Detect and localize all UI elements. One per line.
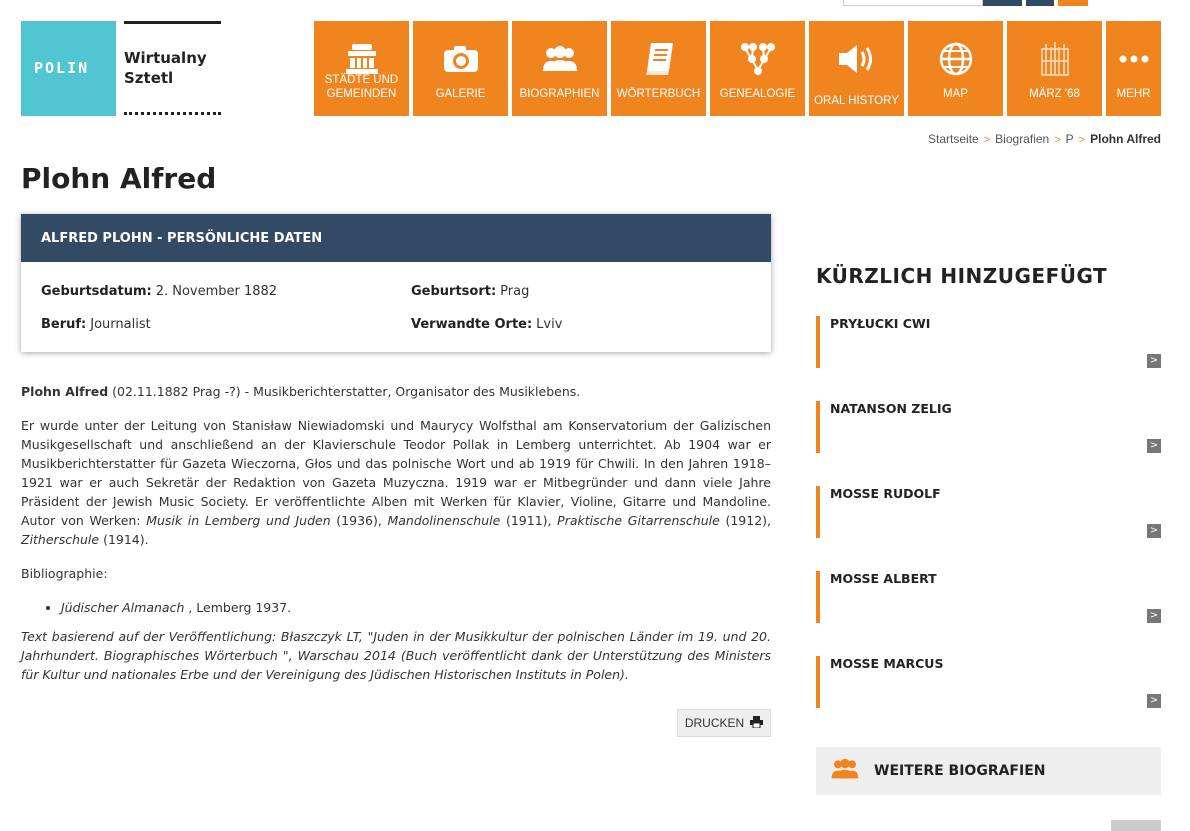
recent-item-name: MOSSE RUDOLF: [830, 486, 941, 501]
nav-tile-oral-history[interactable]: [809, 21, 904, 116]
logo-text: POLIN: [34, 59, 90, 77]
recent-item[interactable]: [816, 571, 1161, 623]
site-name[interactable]: [124, 48, 207, 88]
breadcrumb-separator-icon: >: [1078, 134, 1086, 146]
site-name-line2: Sztetl: [124, 69, 174, 87]
more-biographies-label: WEITERE BIOGRAFIEN: [874, 763, 1046, 779]
intro-paragraph: [21, 382, 771, 401]
nav-label: MÄRZ '68: [1029, 88, 1080, 100]
recent-item[interactable]: [816, 656, 1161, 708]
work-year: (1936),: [330, 513, 388, 528]
bibliography-item: [61, 598, 771, 617]
related-places-link[interactable]: Lviv: [536, 317, 563, 332]
recently-added-title: KÜRZLICH HINZUGEFÜGT: [816, 264, 1108, 288]
more-dots-icon: [1106, 39, 1161, 79]
nav-label: WÖRTERBUCH: [616, 88, 701, 100]
work-year: (1912),: [719, 513, 771, 528]
intro-text: (02.11.1882 Prag -?) - Musikberichterstatter, Organisator des Musiklebens.: [108, 384, 581, 399]
breadcrumb-letter[interactable]: P: [1065, 132, 1074, 146]
nav-label: GENEALOGIE: [719, 88, 796, 100]
people-icon: [512, 39, 607, 79]
bibliography-title: Jüdischer Almanach: [61, 600, 185, 615]
profession-value: Journalist: [90, 317, 151, 332]
chevron-right-icon[interactable]: >: [1147, 354, 1161, 368]
nav-tile-gallery[interactable]: [413, 21, 508, 116]
nav-tile-map[interactable]: [908, 21, 1003, 116]
birth-place-value: Prag: [500, 284, 530, 299]
more-biographies-button[interactable]: [816, 747, 1161, 795]
logo-dots: [124, 112, 221, 115]
personal-data-card: [21, 214, 771, 352]
intro-name: Plohn Alfred: [21, 384, 109, 399]
nav-tile-cities[interactable]: [314, 21, 409, 116]
breadcrumb-separator-icon: >: [1054, 134, 1061, 146]
recent-item[interactable]: [816, 401, 1161, 453]
logo-divider: [124, 21, 221, 24]
work-year: (1914).: [99, 532, 149, 547]
recent-item-name: MOSSE ALBERT: [830, 571, 937, 586]
chevron-right-icon[interactable]: >: [1147, 439, 1161, 453]
scroll-top-button[interactable]: [1111, 820, 1161, 831]
profession-label: Beruf:: [41, 317, 87, 332]
work-title: Musik in Lemberg und Juden: [146, 513, 331, 528]
nav-tile-more[interactable]: [1106, 21, 1161, 116]
work-year: (1911),: [500, 513, 558, 528]
nav-label: BIOGRAPHIEN: [519, 88, 600, 100]
nav-tile-march68[interactable]: [1007, 21, 1102, 116]
speaker-icon: [809, 39, 904, 79]
globe-icon: [908, 39, 1003, 79]
polin-logo[interactable]: [21, 21, 116, 116]
birth-date-value: 2. November 1882: [155, 284, 278, 299]
nav-tile-biographies[interactable]: [512, 21, 607, 116]
language-button[interactable]: [1026, 0, 1054, 6]
nav-label: STÄDTE UND GEMEINDEN: [324, 74, 399, 100]
bibliography-rest: , Lemberg 1937.: [184, 600, 292, 615]
birth-place-row: [411, 284, 529, 299]
profession-row: [41, 317, 151, 332]
birth-place-label: Geburtsort:: [411, 284, 497, 299]
chevron-right-icon[interactable]: >: [1147, 524, 1161, 538]
print-label: DRUCKEN: [684, 716, 745, 730]
biography-article: [21, 382, 771, 699]
printer-icon: [750, 716, 763, 731]
camera-icon: [413, 39, 508, 79]
work-title: Zitherschule: [21, 532, 100, 547]
recent-item-name: MOSSE MARCUS: [830, 656, 944, 671]
work-title: Mandolinenschule: [387, 513, 501, 528]
nav-tile-dictionary[interactable]: [611, 21, 706, 116]
recent-item[interactable]: [816, 316, 1161, 368]
nav-label: GALERIE: [435, 88, 486, 100]
recent-item[interactable]: [816, 486, 1161, 538]
chevron-right-icon[interactable]: >: [1147, 694, 1161, 708]
menu-button[interactable]: [1058, 0, 1088, 6]
site-name-line1: Wirtualny: [124, 49, 207, 67]
work-title: Praktische Gitarrenschule: [557, 513, 720, 528]
family-tree-icon: [710, 39, 805, 79]
breadcrumb-current: Plohn Alfred: [1090, 132, 1161, 146]
people-icon: [830, 758, 860, 784]
breadcrumb: [928, 132, 1161, 146]
nav-label: MAP: [943, 88, 968, 100]
birth-date-row: [41, 284, 277, 299]
book-icon: [611, 39, 706, 79]
card-header: ALFRED PLOHN - PERSÖNLICHE DATEN: [21, 214, 771, 262]
breadcrumb-biographies[interactable]: Biografien: [995, 132, 1050, 146]
bibliography-list: [61, 598, 771, 617]
page-title: Plohn Alfred: [21, 162, 217, 195]
station-gate-icon: [1007, 39, 1102, 79]
nav-tile-genealogy[interactable]: [710, 21, 805, 116]
print-button[interactable]: [677, 709, 771, 737]
breadcrumb-separator-icon: >: [983, 134, 991, 146]
search-input[interactable]: [843, 0, 983, 6]
nav-label: MEHR: [1116, 88, 1151, 100]
recent-item-name: NATANSON ZELIG: [830, 401, 952, 416]
body-text: Er wurde unter der Leitung von Stanisław Niewiadomski und Maurycy Wolfsthal am Konservatorium der Galizischen Musikgesellschaft und anschließend an der Klavierschule Teodor Pollak in Lemberg unterrichtet. Ab 1904 war er Musikberichterstatter für Gazeta Wieczorna, Głos und das polnische Wort und ab 1919 für Chwili. In den Jahren 1918–1921 war er auch Sekretär der Redaktion von Gazeta Muzyczna. 1919 war er Mitbegründer und dann viele Jahre Präsident der Jewish Music Society. Er veröffentlichte Alben mit Werken für Klavier, Violine, Gitarre und Mandoline. Autor von Werken:: [21, 418, 771, 528]
source-note: Text basierend auf der Veröffentlichung: Błaszczyk LT, "Juden in der Musikkultur der polnischen Länder im 19. und 20. Jahrhundert. Biographisches Wörterbuch ", Warschau 2014 (Buch veröffentlicht dank der Unterstützung des Ministers für Kultur und nationales Erbe und der Vereinigung des Jüdischen Historischen Instituts in Polen).: [21, 629, 771, 682]
search-button[interactable]: [983, 0, 1022, 6]
birth-date-label: Geburtsdatum:: [41, 284, 152, 299]
breadcrumb-home[interactable]: Startseite: [928, 132, 979, 146]
body-paragraph: [21, 416, 771, 549]
chevron-right-icon[interactable]: >: [1147, 609, 1161, 623]
related-places-label: Verwandte Orte:: [411, 317, 533, 332]
bibliography-label: Bibliographie:: [21, 566, 108, 581]
recent-item-name: PRYŁUCKI CWI: [830, 316, 931, 331]
nav-label: ORAL HISTORY: [814, 95, 899, 107]
related-places-row: [411, 317, 562, 332]
